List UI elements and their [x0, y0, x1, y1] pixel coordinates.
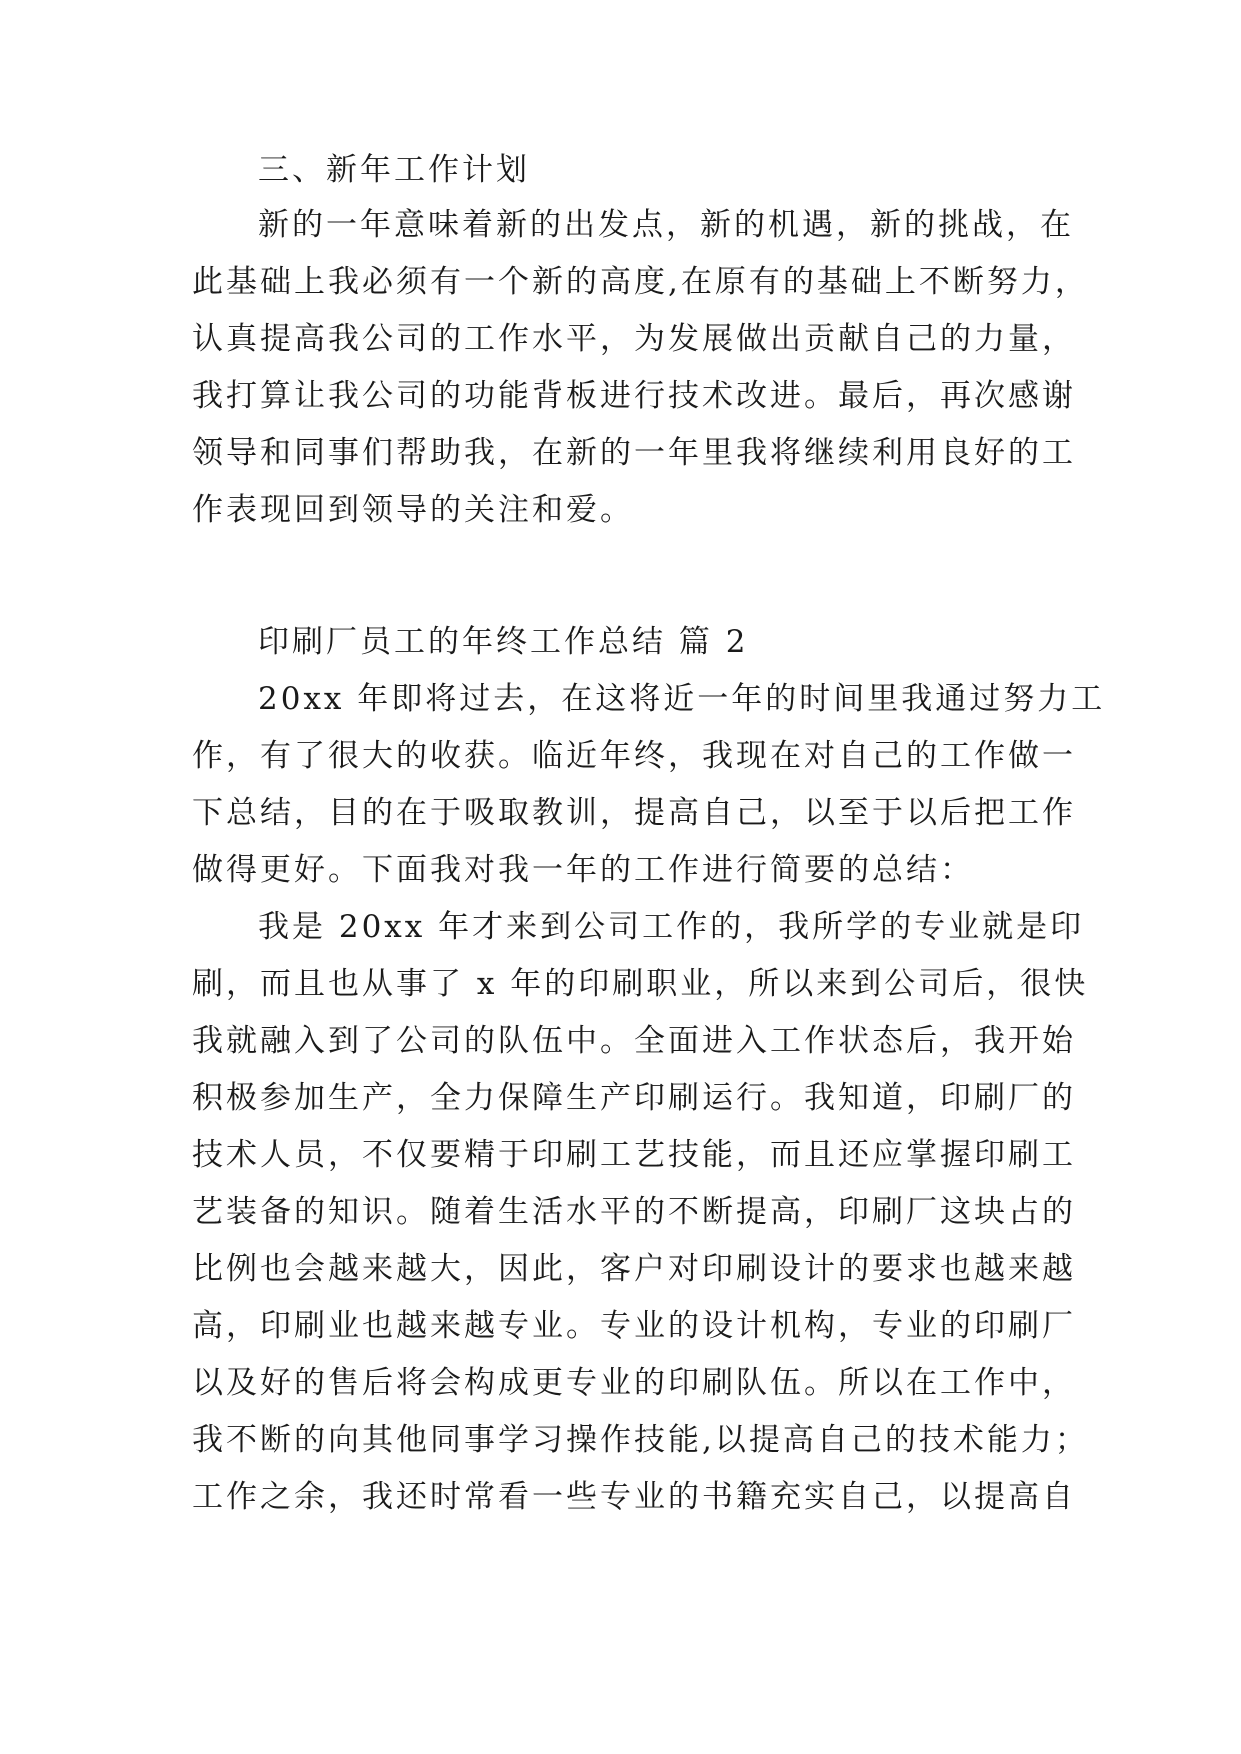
- paragraph-line: 做得更好。下面我对我一年的工作进行简要的总结：: [192, 852, 974, 888]
- paragraph-line: 我打算让我公司的功能背板进行技术改进。最后，再次感谢: [192, 378, 1076, 414]
- paragraph-line: 技术人员，不仅要精于印刷工艺技能，而且还应掌握印刷工: [192, 1137, 1076, 1173]
- paragraph-line: 此基础上我必须有一个新的高度,在原有的基础上不断努力，: [192, 264, 1089, 300]
- article-title: 印刷厂员工的年终工作总结 篇 2: [258, 624, 749, 660]
- paragraph-line: 我不断的向其他同事学习操作技能,以提高自己的技术能力；: [192, 1422, 1089, 1458]
- paragraph-line: 工作之余，我还时常看一些专业的书籍充实自己，以提高自: [192, 1479, 1076, 1515]
- paragraph-line: 高，印刷业也越来越专业。专业的设计机构，专业的印刷厂: [192, 1308, 1076, 1344]
- paragraph-line: 认真提高我公司的工作水平，为发展做出贡献自己的力量，: [192, 321, 1076, 357]
- paragraph-line: 积极参加生产，全力保障生产印刷运行。我知道，印刷厂的: [192, 1080, 1076, 1116]
- paragraph-line: 下总结，目的在于吸取教训，提高自己，以至于以后把工作: [192, 795, 1076, 831]
- paragraph-line: 20xx 年即将过去，在这将近一年的时间里我通过努力工: [258, 681, 1106, 717]
- paragraph-line: 我就融入到了公司的队伍中。全面进入工作状态后，我开始: [192, 1023, 1076, 1059]
- paragraph-line: 领导和同事们帮助我，在新的一年里我将继续利用良好的工: [192, 435, 1076, 471]
- paragraph-line: 艺装备的知识。随着生活水平的不断提高，印刷厂这块占的: [192, 1194, 1076, 1230]
- paragraph-line: 我是 20xx 年才来到公司工作的，我所学的专业就是印: [258, 909, 1085, 945]
- paragraph-line: 作表现回到领导的关注和爱。: [192, 492, 634, 528]
- paragraph-line: 刷，而且也从事了 x 年的印刷职业，所以来到公司后，很快: [192, 966, 1089, 1002]
- section-heading: 三、新年工作计划: [258, 152, 530, 188]
- paragraph-line: 以及好的售后将会构成更专业的印刷队伍。所以在工作中，: [192, 1365, 1076, 1401]
- paragraph-line: 作，有了很大的收获。临近年终，我现在对自己的工作做一: [192, 738, 1076, 774]
- paragraph-line: 新的一年意味着新的出发点，新的机遇，新的挑战，在: [258, 207, 1074, 243]
- paragraph-line: 比例也会越来越大，因此，客户对印刷设计的要求也越来越: [192, 1251, 1076, 1287]
